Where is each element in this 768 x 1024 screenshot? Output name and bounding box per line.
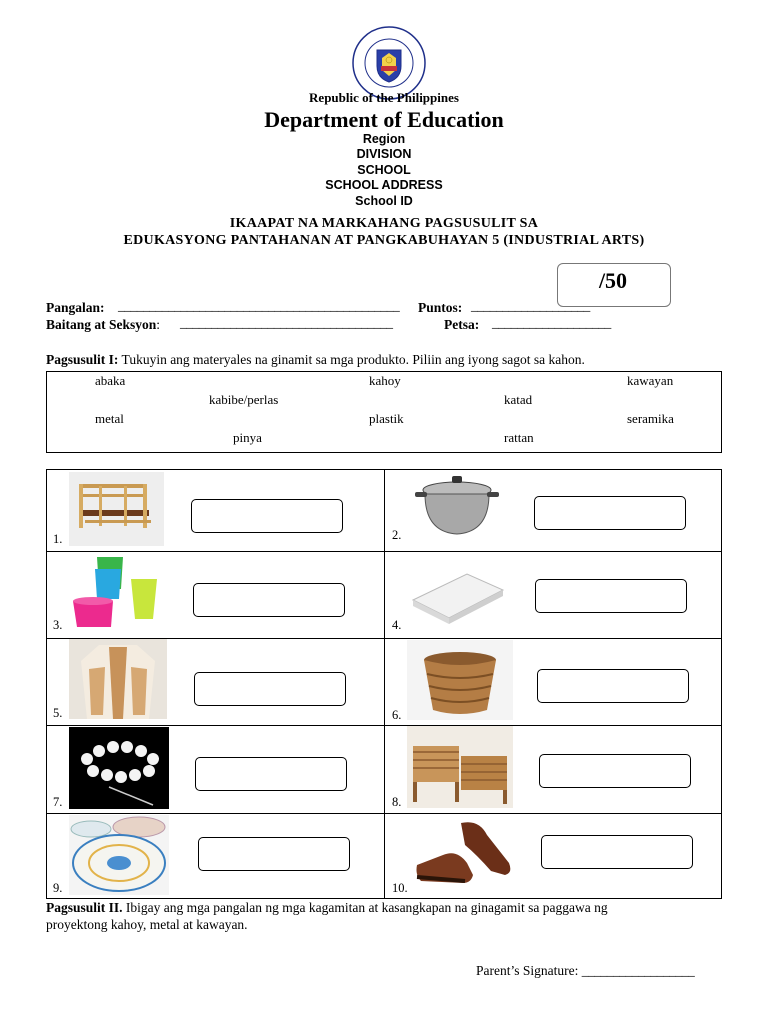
choice-kawayan: kawayan	[627, 373, 674, 388]
item-8-answer-box[interactable]	[539, 754, 691, 788]
item-4-number: 4.	[392, 618, 402, 632]
exam-title-line1: IKAAPAT NA MARKAHANG PAGSUSULIT SA	[229, 216, 539, 231]
baitang-line[interactable]: __________________________________	[180, 315, 393, 330]
school-address-heading: SCHOOL ADDRESS	[325, 178, 443, 192]
school-heading: SCHOOL	[357, 163, 411, 177]
choice-seramika: seramika	[627, 411, 674, 426]
item-1-image-bench	[69, 472, 164, 546]
item-6-image-woven-basket	[407, 640, 513, 720]
item-6-answer-box[interactable]	[537, 669, 689, 703]
item-6-number: 6.	[392, 708, 402, 722]
item-7-answer-box[interactable]	[195, 757, 347, 791]
signature-row	[476, 963, 694, 979]
item-10-number: 10.	[392, 881, 408, 895]
item-3-number: 3.	[53, 618, 63, 632]
items-grid	[46, 469, 722, 899]
item-10-answer-box[interactable]	[541, 835, 693, 869]
choice-metal: metal	[95, 411, 124, 426]
item-2-image-pot	[407, 470, 507, 551]
item-4-answer-box[interactable]	[535, 579, 687, 613]
department-heading: Department of Education	[264, 107, 504, 132]
item-2-answer-box[interactable]	[534, 496, 686, 530]
pangalan-label: Pangalan:	[46, 300, 105, 315]
item-1-answer-box[interactable]	[191, 499, 343, 533]
exam-title-line2: EDUKASYONG PANTAHANAN AT PANGKABUHAYAN 5 (INDUSTRIAL ARTS)	[123, 233, 645, 248]
baitang-colon: :	[156, 317, 161, 332]
item-2-number: 2.	[392, 528, 402, 542]
baitang-label-text: Baitang at Seksyon	[46, 317, 157, 332]
petsa-label: Petsa:	[444, 317, 480, 332]
item-10-image-leather-shoes	[413, 815, 515, 895]
deped-seal	[352, 26, 426, 100]
part1-instruction: Tukuyin ang materyales na ginamit sa mga produkto. Piliin ang iyong sagot sa kahon.	[121, 352, 585, 367]
item-9-number: 9.	[53, 881, 63, 895]
item-5-number: 5.	[53, 706, 63, 720]
part2-instruction-line2: proyektong kahoy, metal at kawayan.	[46, 917, 248, 932]
item-8-image-rattan-furniture	[407, 726, 513, 808]
item-9-answer-box[interactable]	[198, 837, 350, 871]
item-5-image-barong	[69, 639, 167, 719]
item-3-image-plastic-cups	[69, 553, 165, 633]
item-8-number: 8.	[392, 795, 402, 809]
item-9-image-ceramic-plates	[69, 815, 169, 895]
baitang-label	[46, 317, 160, 333]
petsa-line[interactable]: ___________________	[492, 315, 611, 330]
part2-label: Pagsusulit II.	[46, 900, 123, 915]
pangalan-line[interactable]: _____________________________________________	[118, 298, 400, 313]
republic-heading: Republic of the Philippines	[309, 90, 459, 105]
choice-kabibe-perlas: kabibe/perlas	[209, 392, 279, 407]
item-4-image-ceramic-tile	[407, 560, 509, 630]
choice-kahoy: kahoy	[369, 373, 401, 388]
item-7-image-pearl-necklace	[69, 727, 169, 809]
signature-label: Parent’s Signature:	[476, 963, 579, 978]
part2-instruction-text1: Ibigay ang mga pangalan ng mga kagamitan at kasangkapan na ginagamit sa paggawa ng	[125, 900, 608, 915]
choice-rattan: rattan	[504, 430, 534, 445]
signature-line[interactable]: __________________	[581, 963, 695, 978]
puntos-line[interactable]: ___________________	[471, 298, 590, 313]
item-3-answer-box[interactable]	[193, 583, 345, 617]
score-total: /50	[598, 268, 628, 293]
choice-katad: katad	[504, 392, 533, 407]
division-heading: DIVISION	[356, 147, 412, 161]
school-id-heading: School ID	[355, 194, 413, 208]
choice-abaka: abaka	[95, 373, 126, 388]
item-7-number: 7.	[53, 795, 63, 809]
part1-instruction-row	[46, 352, 585, 368]
region-heading: Region	[362, 132, 406, 146]
choices-box	[46, 371, 722, 453]
puntos-label: Puntos:	[418, 300, 463, 315]
choice-pinya: pinya	[233, 430, 262, 445]
choice-plastik: plastik	[369, 411, 404, 426]
item-1-number: 1.	[53, 532, 63, 546]
part2-instruction-line1	[46, 900, 720, 916]
item-5-answer-box[interactable]	[194, 672, 346, 706]
part1-label: Pagsusulit I:	[46, 352, 119, 367]
